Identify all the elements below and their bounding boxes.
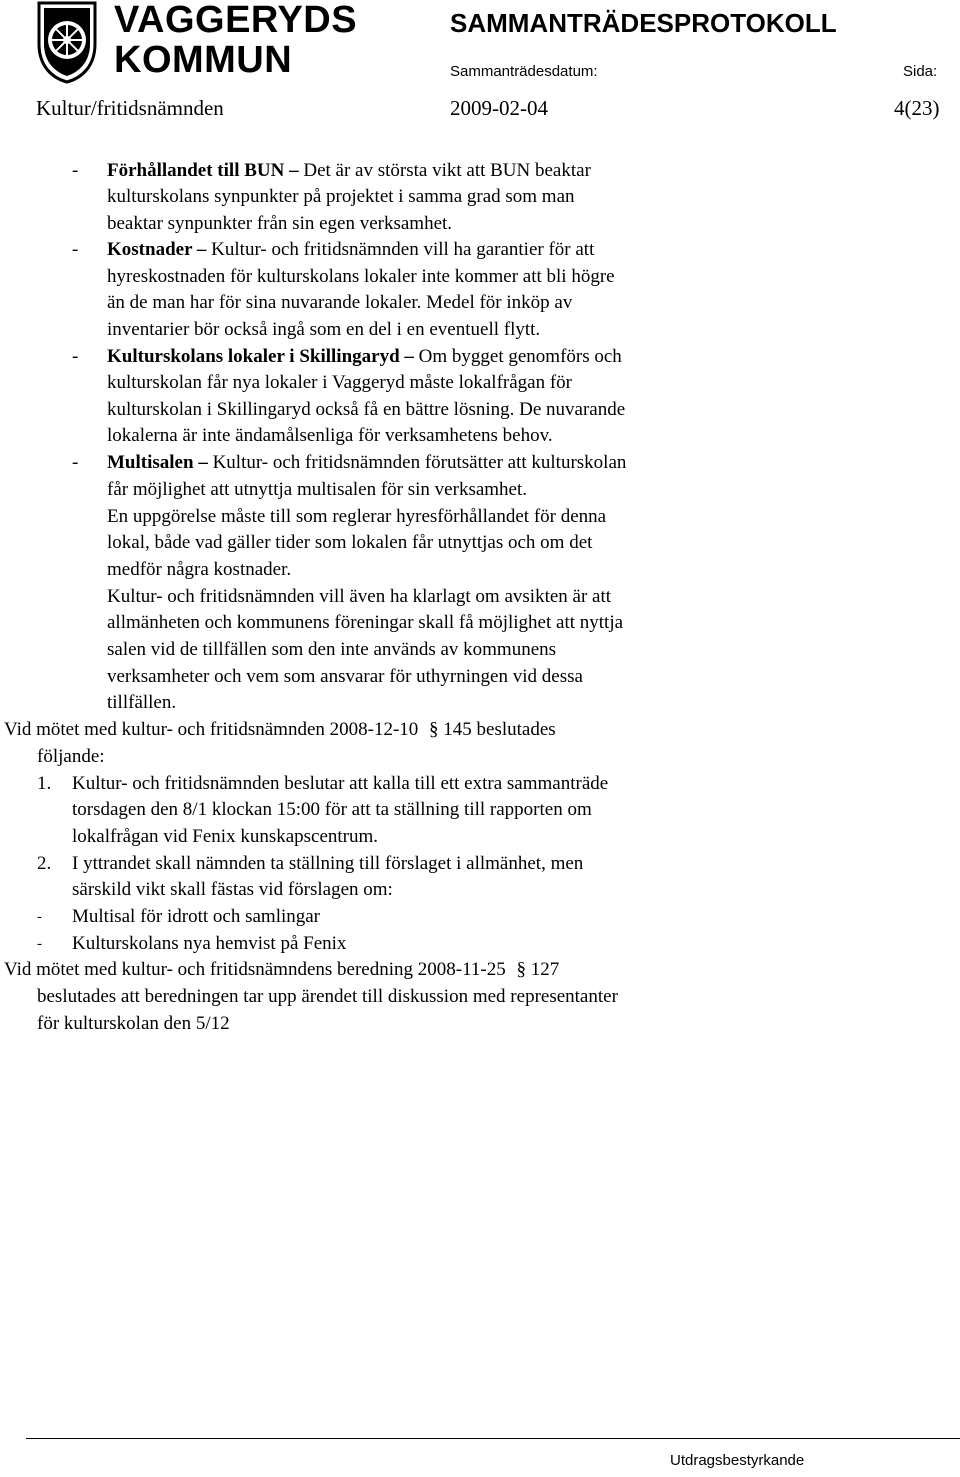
item-line: kulturskolan får nya lokaler i Vaggeryd måste lokalfrågan för [107,372,572,393]
item-line: Kulturskolans lokaler i Skillingaryd – Om bygget genomförs och [107,346,622,367]
item-line: kulturskolans synpunkter på projektet i samma grad som man [107,186,575,207]
item-line: kulturskolan i Skillingaryd också få en bättre lösning. De nuvarande [107,399,626,420]
item-line: beaktar synpunkter från sin egen verksamhet. [107,213,453,234]
logo-wordmark-line1: VAGGERYDS [114,0,358,41]
item-line: medför några kostnader. [107,559,292,580]
section-reference: 145 beslutades [443,719,556,740]
paragraph-line [4,957,559,984]
numbered-line: I yttrandet skall nämnden ta ställning till förslaget i allmänhet, men [72,853,584,874]
sub-item: Kulturskolans nya hemvist på Fenix [72,933,347,954]
item-line: lokalerna är inte ändamålsenliga för verksamhetens behov. [107,425,553,446]
page-number: 4(23) [894,96,940,120]
bullet-dash: - [72,346,79,367]
item-title: Förhållandet till BUN [107,160,285,181]
item-text: Det är av största vikt att BUN beaktar [303,160,591,181]
page-label: Sida: [903,63,938,80]
item-line: En uppgörelse måste till som reglerar hyresförhållandet för denna [107,506,607,527]
item-line: får möjlighet att utnyttja multisalen för sin verksamhet. [107,479,528,500]
list-number: 2. [37,853,52,874]
bullet-dash: - [72,452,79,473]
item-line: allmänheten och kommunens föreningar skall få möjlighet att nyttja [107,612,624,633]
item-text: Kultur- och fritidsnämnden vill ha garantier för att [211,239,595,260]
item-text: Om bygget genomförs och [418,346,622,367]
footer-certification-label: Utdragsbestyrkande [670,1452,805,1469]
paragraph-line: för kulturskolan den 5/12 [37,1013,230,1034]
bullet-dash: - [37,936,42,952]
committee-name: Kultur/fritidsnämnden [36,96,224,120]
document-title: SAMMANTRÄDESPROTOKOLL [450,8,837,38]
item-line: Förhållandet till BUN – Det är av största vikt att BUN beaktar [107,160,591,181]
section-sign-icon: § [429,719,439,740]
meeting-date-label: Sammanträdesdatum: [450,63,598,80]
numbered-line: torsdagen den 8/1 klockan 15:00 för att ta ställning till rapporten om [72,799,592,820]
coat-of-arms-icon [36,0,98,84]
section-sign-icon: § [516,959,526,980]
bullet-dash: - [72,160,79,181]
paragraph-line: följande: [37,746,105,767]
paragraph-text: Vid mötet med kultur- och fritidsnämnden 2008-12-10 [4,719,419,740]
bullet-dash: - [37,909,42,925]
item-title: Kulturskolans lokaler i Skillingaryd [107,346,400,367]
paragraph-line [4,717,556,744]
paragraph-line: beslutades att beredningen tar upp ärendet till diskussion med representanter [37,986,618,1007]
item-line: salen vid de tillfällen som den inte används av kommunens [107,639,557,660]
item-line: lokal, både vad gäller tider som lokalen får utnyttjas och om det [107,532,593,553]
item-text: Kultur- och fritidsnämnden förutsätter att kulturskolan [212,452,627,473]
numbered-line: lokalfrågan vid Fenix kunskapscentrum. [72,826,379,847]
meeting-date: 2009-02-04 [450,96,548,120]
item-title: Multisalen [107,452,194,473]
item-line: än de man har för sina nuvarande lokaler. Medel för inköp av [107,292,573,313]
paragraph-text: Vid mötet med kultur- och fritidsnämndens beredning 2008-11-25 [4,959,506,980]
list-number: 1. [37,773,52,794]
item-line: Kultur- och fritidsnämnden vill även ha klarlagt om avsikten är att [107,586,612,607]
item-line: Kostnader – Kultur- och fritidsnämnden vill ha garantier för att [107,239,595,260]
footer-divider [26,1438,960,1439]
logo-wordmark-line2: KOMMUN [114,39,293,81]
item-line: Multisalen – Kultur- och fritidsnämnden förutsätter att kulturskolan [107,452,627,473]
section-reference: 127 [530,959,560,980]
numbered-line: särskild vikt skall fästas vid förslagen om: [72,879,393,900]
item-title: Kostnader [107,239,193,260]
item-line: inventarier bör också ingå som en del i en eventuell flytt. [107,319,541,340]
item-line: tillfällen. [107,692,177,713]
sub-item: Multisal för idrott och samlingar [72,906,321,927]
bullet-dash: - [72,239,79,260]
item-line: hyreskostnaden för kulturskolans lokaler inte kommer att bli högre [107,266,615,287]
numbered-line: Kultur- och fritidsnämnden beslutar att kalla till ett extra sammanträde [72,773,609,794]
item-line: verksamheter och vem som ansvarar för uthyrningen vid dessa [107,666,583,687]
